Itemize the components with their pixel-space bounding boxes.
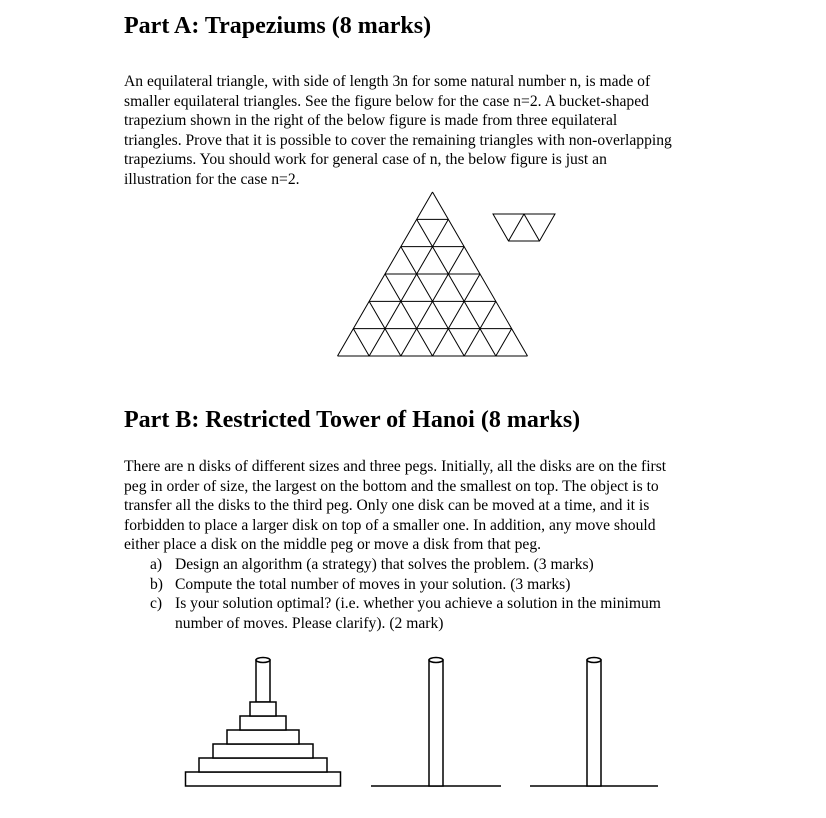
- list-marker: a): [150, 556, 163, 573]
- paragraph-line: trapezium shown in the right of the below figure is made from three equilateral: [124, 112, 618, 130]
- paragraph-line: forbidden to place a larger disk on top of a smaller one. In addition, any move should: [124, 516, 656, 534]
- peg-top: [587, 658, 601, 663]
- paragraph-line: smaller equilateral triangles. See the figure below for the case n=2. A bucket-shaped: [124, 92, 649, 110]
- disk: [250, 702, 276, 716]
- list-marker: c): [150, 595, 163, 613]
- peg-rod: [587, 660, 601, 786]
- peg-rod: [256, 660, 270, 702]
- paragraph-line: triangles. Prove that it is possible to cover the remaining triangles with non-overlapping: [124, 131, 672, 149]
- disk: [186, 772, 341, 786]
- part-b-heading: Part B: Restricted Tower of Hanoi (8 marks): [124, 407, 581, 433]
- paragraph-line: trapeziums. You should work for general case of n, the below figure is just an: [124, 151, 607, 169]
- paragraph-line: illustration for the case n=2.: [124, 170, 300, 188]
- hanoi-pegs-and-disks: [186, 658, 659, 787]
- paragraph-line: There are n disks of different sizes and three pegs. Initially, all the disks are on the first: [124, 458, 667, 475]
- list-marker: b): [150, 575, 163, 593]
- paragraph-line: either place a disk on the middle peg or move a disk from that peg.: [124, 536, 542, 554]
- peg-rod: [429, 660, 443, 786]
- disk: [240, 716, 286, 730]
- list-item-text: Is your solution optimal? (i.e. whether you achieve a solution in the minimum: [175, 595, 661, 613]
- paragraph-line: transfer all the disks to the third peg. Only one disk can be moved at a time, and it is: [124, 497, 650, 515]
- disk: [227, 730, 299, 744]
- list-item-text: number of moves. Please clarify). (2 mark): [175, 614, 444, 632]
- peg-top: [429, 658, 443, 663]
- disk: [199, 758, 327, 772]
- list-item-text: Compute the total number of moves in your solution. (3 marks): [175, 575, 571, 593]
- disk: [213, 744, 313, 758]
- paragraph-line: peg in order of size, the largest on the bottom and the smallest on top. The object is to: [124, 477, 659, 495]
- peg-top: [256, 658, 270, 663]
- list-item-text: Design an algorithm (a strategy) that solves the problem. (3 marks): [175, 556, 594, 573]
- part-a-heading: Part A: Trapeziums (8 marks): [124, 13, 432, 39]
- paragraph-line: An equilateral triangle, with side of length 3n for some natural number n, is made of: [124, 73, 651, 90]
